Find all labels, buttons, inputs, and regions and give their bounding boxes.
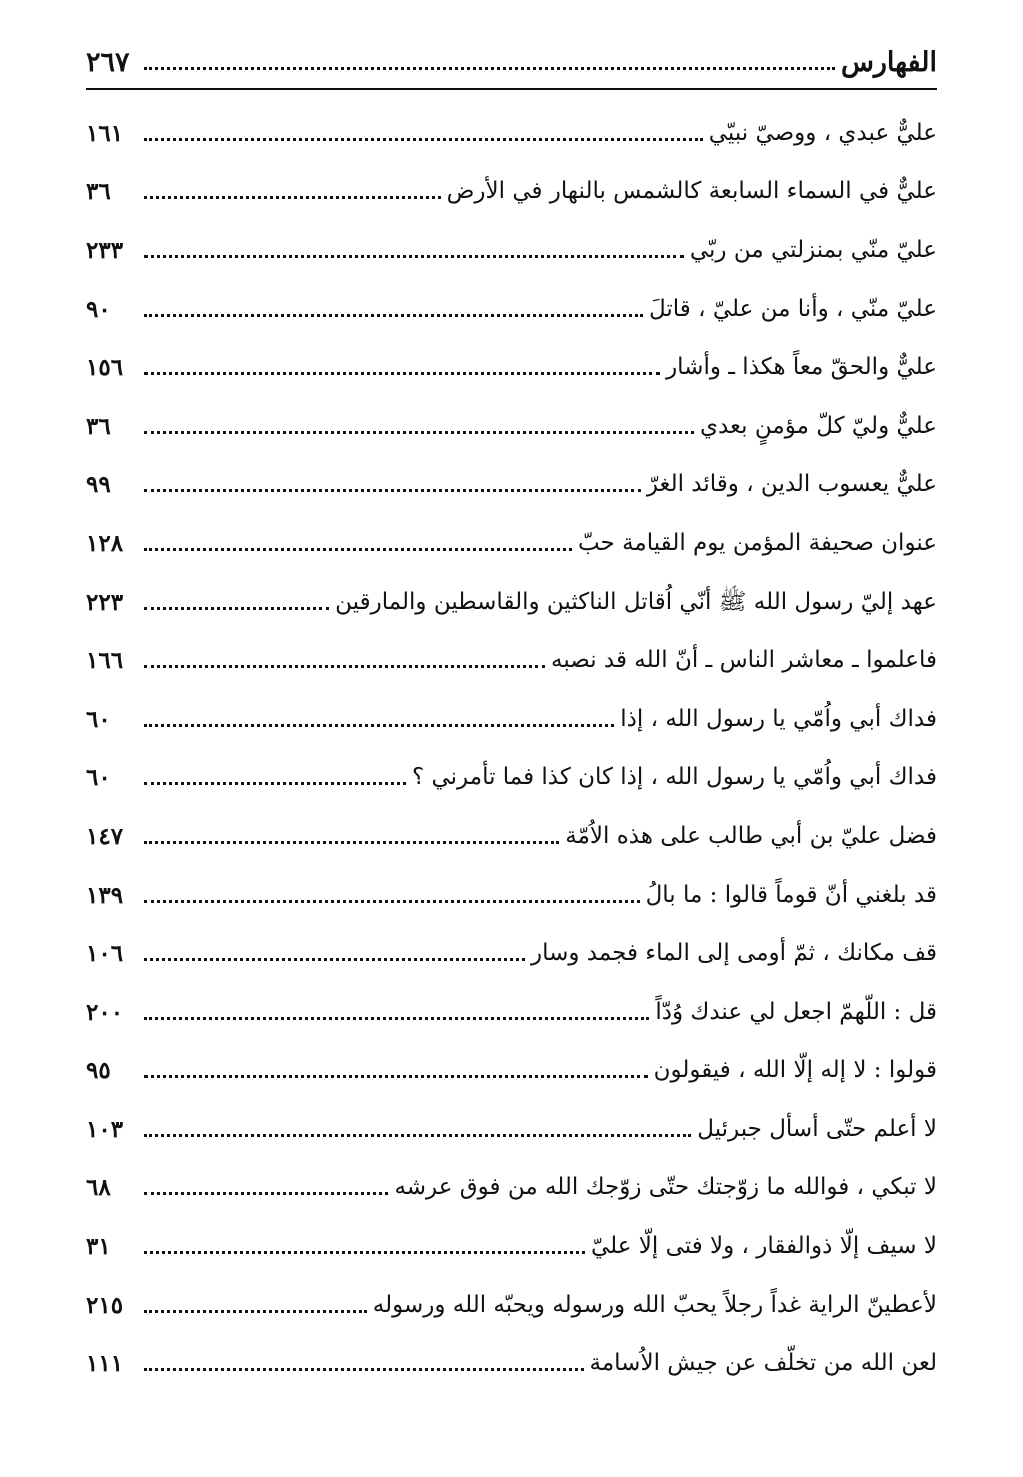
entry-page: ١٢٨	[86, 529, 124, 557]
entry-page: ١٦٦	[86, 647, 124, 675]
entry-text: فداك أبي واُمّي يا رسول الله ، إذا	[620, 705, 937, 732]
entry-text: قف مكانك ، ثمّ أومى إلى الماء فجمد وسار	[530, 940, 937, 967]
entry-text: عهد إليّ رسول الله ﷺ أنّي اُقاتل الناكثين والقاسطين والمارقين	[335, 588, 937, 615]
entry-page: ٢١٥	[86, 1291, 124, 1319]
entry-text: فضل عليّ بن أبي طالب على هذه الاُمّة	[565, 822, 937, 849]
index-entry	[86, 1042, 937, 1101]
entry-text: فداك أبي واُمّي يا رسول الله ، إذا كان كذا فما تأمرني ؟	[411, 764, 937, 791]
leader-dots	[144, 196, 441, 199]
leader-dots	[144, 958, 525, 961]
entry-page: ٩٥	[86, 1057, 111, 1085]
entry-page: ١٤٧	[86, 822, 124, 850]
index-entry	[86, 690, 937, 749]
entry-text: قد بلغني أنّ قوماً قالوا : ما بالُ	[645, 881, 937, 908]
entry-page: ٩٠	[86, 295, 111, 323]
entry-page: ٢٠٠	[86, 998, 124, 1026]
running-header	[86, 40, 937, 84]
index-entry	[86, 280, 937, 339]
entry-page: ١٠٣	[86, 1115, 124, 1143]
leader-dots	[144, 548, 572, 551]
entry-page: ٣٦	[86, 412, 111, 440]
entry-text: لا سيف إلّا ذوالفقار ، ولا فتى إلّا عليّ	[590, 1233, 937, 1260]
index-entry	[86, 573, 937, 632]
header-leader-dots	[144, 67, 835, 70]
entry-text: عليّ منّي بمنزلتي من ربّي	[689, 236, 937, 263]
leader-dots	[144, 1310, 367, 1313]
index-entry	[86, 104, 937, 163]
leader-dots	[144, 372, 660, 375]
entry-page: ٢٣٣	[86, 236, 124, 264]
index-entry	[86, 983, 937, 1042]
leader-dots	[144, 841, 559, 844]
leader-dots	[144, 1192, 388, 1195]
leader-dots	[144, 489, 641, 492]
leader-dots	[144, 431, 694, 434]
index-entry	[86, 749, 937, 808]
entry-text: عليٌّ يعسوب الدين ، وقائد الغرّ	[646, 471, 937, 498]
entry-text: لعن الله من تخلّف عن جيش الاُسامة	[589, 1350, 937, 1377]
entry-text: قل : اللّهمّ اجعل لي عندك وُدّاً	[655, 998, 937, 1025]
entry-page: ١٥٦	[86, 354, 124, 382]
entry-text: قولوا : لا إله إلّا الله ، فيقولون	[653, 1057, 937, 1084]
entry-text: عليٌّ وليّ كلّ مؤمنٍ بعدي	[699, 412, 937, 439]
entry-text: عليٌّ والحقّ معاً هكذا ـ وأشار	[666, 354, 937, 381]
entry-page: ١٣٩	[86, 881, 124, 909]
entry-page: ٦٨	[86, 1174, 111, 1202]
entry-page: ٢٢٣	[86, 588, 124, 616]
leader-dots	[144, 314, 643, 317]
index-entry	[86, 924, 937, 983]
index-entry	[86, 338, 937, 397]
entry-page: ١٠٦	[86, 940, 124, 968]
entry-page: ١٦١	[86, 119, 124, 147]
index-entry	[86, 1217, 937, 1276]
entry-page: ١١١	[86, 1350, 124, 1378]
leader-dots	[144, 665, 545, 668]
entry-page: ٦٠	[86, 764, 111, 792]
leader-dots	[144, 1368, 584, 1371]
entry-text: عليٌّ عبدي ، ووصيّ نبيّي	[708, 119, 937, 146]
header-rule	[86, 88, 937, 90]
entry-page: ٩٩	[86, 471, 111, 499]
header-title: الفهارس	[840, 46, 937, 78]
index-entry	[86, 1159, 937, 1218]
index-entry	[86, 1334, 937, 1393]
index-entry	[86, 221, 937, 280]
leader-dots	[144, 1134, 691, 1137]
index-entry	[86, 456, 937, 515]
entry-text: لأعطينّ الراية غداً رجلاً يحبّ الله ورسوله ويحبّه الله ورسوله	[372, 1291, 937, 1318]
entry-page: ٣٦	[86, 178, 111, 206]
index-entry	[86, 397, 937, 456]
entry-text: عليٌّ في السماء السابعة كالشمس بالنهار في الأرض	[446, 178, 937, 205]
entry-page: ٣١	[86, 1233, 111, 1261]
index-entries	[86, 104, 937, 1393]
leader-dots	[144, 255, 684, 258]
entry-text: لا تبكي ، فوالله ما زوّجتك حتّى زوّجك الله من فوق عرشه	[394, 1174, 937, 1201]
leader-dots	[144, 1075, 648, 1078]
index-entry	[86, 514, 937, 573]
index-entry	[86, 807, 937, 866]
entry-text: لا أعلم حتّى أسأل جبرئيل	[697, 1115, 937, 1142]
leader-dots	[144, 1017, 649, 1020]
entry-text: عليّ منّي ، وأنا من عليّ ، قاتلَ	[648, 295, 937, 322]
header-page-number: ٢٦٧	[86, 46, 130, 78]
entry-text: فاعلموا ـ معاشر الناس ـ أنّ الله قد نصبه	[551, 647, 937, 674]
entry-page: ٦٠	[86, 705, 111, 733]
leader-dots	[144, 782, 406, 785]
index-entry	[86, 1276, 937, 1335]
index-entry	[86, 866, 937, 925]
index-entry	[86, 163, 937, 222]
index-entry	[86, 631, 937, 690]
leader-dots	[144, 138, 703, 141]
leader-dots	[144, 724, 614, 727]
index-entry	[86, 1100, 937, 1159]
leader-dots	[144, 900, 640, 903]
entry-text: عنوان صحيفة المؤمن يوم القيامة حبّ	[577, 529, 937, 556]
leader-dots	[144, 1251, 585, 1254]
leader-dots	[144, 607, 329, 610]
